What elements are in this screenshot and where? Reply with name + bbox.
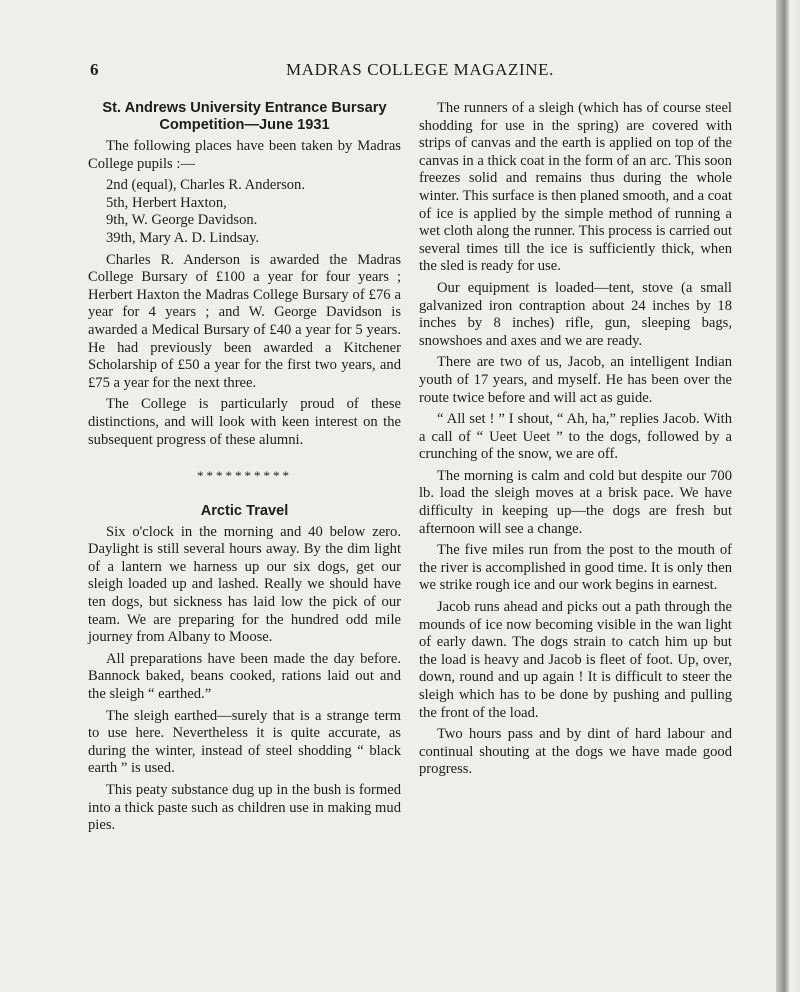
left-column <box>88 100 401 839</box>
proud-paragraph: The College is particularly proud of these distinctions, and will look with keen interest on the subsequent progress of these alumni. <box>88 396 401 448</box>
arctic-paragraph: Our equipment is loaded—tent, stove (a small galvanized iron contraption about 24 inches by 18 inches by 8 inches) rifle, gun, sleeping bags, snowshoes and axes and we are ready. <box>419 279 732 349</box>
page-edge-shadow <box>776 0 800 992</box>
placing-item: 9th, W. George Davidson. <box>106 212 258 229</box>
arctic-paragraph: Jacob runs ahead and picks out a path through the mounds of ice now becoming visible in the wan light of early dawn. The dogs strain to catch him up but the load is heavy and Jacob is fleet of foot. Up, over, down, round and up again ! It is difficult to steer the sleigh which has to be done by pushing and pulling the front of the load. <box>419 599 732 721</box>
placing-item: 39th, Mary A. D. Lindsay. <box>106 229 260 246</box>
arctic-paragraph: The five miles run from the post to the mouth of the river is accomplished in good time. It is only then we strike rough ice and our work begins in earnest. <box>419 542 732 594</box>
arctic-heading: Arctic Travel <box>200 502 289 519</box>
placings-list <box>106 177 401 247</box>
placing-item: 2nd (equal), Charles R. Anderson. <box>106 177 306 194</box>
arctic-paragraph: Six o'clock in the morning and 40 below zero. Daylight is still several hours away. By the dim light of a lantern we harness up our six dogs, get our sleigh loaded up and lashed. Really we should have ten dogs, but sickness has laid low the pick of our team. We are preparing for the hundred odd mile journey from Albany to Moose. <box>88 523 401 646</box>
arctic-paragraph: This peaty substance dug up in the bush is formed into a thick paste such as children use in making mud pies. <box>88 782 401 834</box>
arctic-paragraph: Two hours pass and by dint of hard labour and continual shouting at the dogs we have made good progress. <box>419 726 732 778</box>
arctic-paragraph: The morning is calm and cold but despite our 700 lb. load the sleigh moves at a brisk pace. We have difficulty in keeping up—the dogs are fresh but afternoon will see a change. <box>419 467 732 537</box>
placing-item: 5th, Herbert Haxton, <box>106 194 227 211</box>
bursary-heading: St. Andrews University Entrance Bursary Competition—June 1931 <box>102 100 387 133</box>
bursary-intro: The following places have been taken by Madras College pupils :— <box>88 138 401 172</box>
arctic-paragraph: The sleigh earthed—surely that is a strange term to use here. Nevertheless it is quite accurate, as during the winter, instead of steel shodding “ black earth ” is used. <box>88 707 401 777</box>
section-separator: ********** <box>197 468 292 484</box>
right-column <box>419 100 732 783</box>
bursary-paragraph: Charles R. Anderson is awarded the Madras College Bursary of £100 a year for four years ; Herbert Haxton the Madras College Bursary of £76 a year for 4 years ; and W. George Davidson is awarded a Medical Bursary of £40 a year for 5 years. He had previously been awarded a Kitchener Scholarship of £50 a year for the first two years, and £75 a year for the next three. <box>88 251 401 391</box>
arctic-paragraph: “ All set ! ” I shout, “ Ah, ha,” replies Jacob. With a call of “ Ueet Ueet ” to the dogs, followed by a crunching of the snow, we are off. <box>419 411 732 463</box>
arctic-paragraph: There are two of us, Jacob, an intelligent Indian youth of 17 years, and myself. He has been over the route twice before and will act as guide. <box>419 354 732 406</box>
magazine-title: MADRAS COLLEGE MAGAZINE. <box>286 60 554 79</box>
arctic-paragraph: All preparations have been made the day before. Bannock baked, beans cooked, rations laid out and the sleigh “ earthed.” <box>88 650 401 703</box>
arctic-paragraph: The runners of a sleigh (which has of course steel shodding for use in the spring) are covered with strips of canvas and the earth is applied on top of the canvas in a thick coat in the form of an arc. This soon freezes solid and remains thus during the whole winter. This surface is then planed smooth, and a coat of ice is applied by the simple method of running a wet cloth along the runner. This process is carried out several times till the ice is sufficiently thick, when the sled is ready for use. <box>419 100 733 275</box>
page-number: 6 <box>90 60 100 79</box>
